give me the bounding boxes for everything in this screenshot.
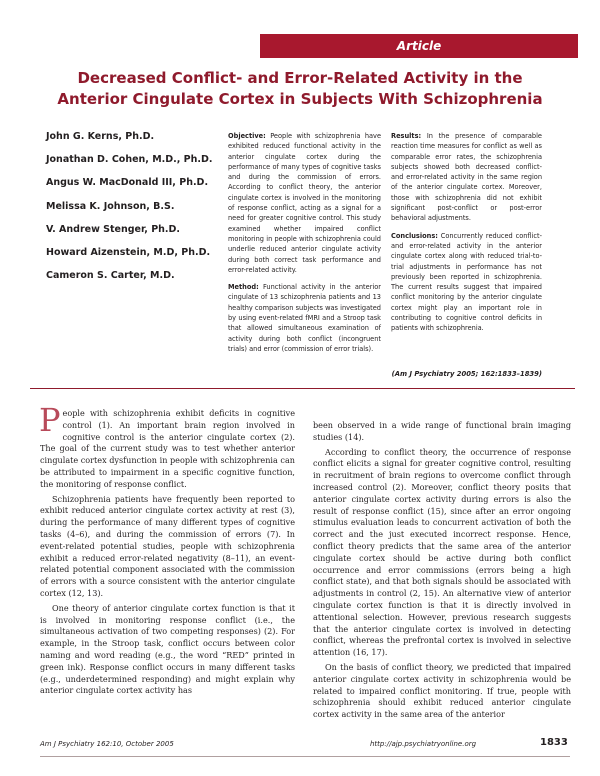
author: John G. Kerns, Ph.D. (46, 131, 155, 142)
abstract-column-1 (228, 131, 381, 361)
objective-label: Objective: (228, 132, 266, 140)
title-line-2: Anterior Cingulate Cortex in Subjects With Schizophrenia (57, 90, 543, 108)
body-paragraph: One theory of anterior cingulate cortex function is that it is involved in monitoring response conflict (i.e., the simultaneous activation of two competing responses) (2). For example, in the Stroop task, conflict occurs between color naming and word reading (e.g., the word “RED” printed in green ink). Response conflict occurs in many different tasks (e.g., underdetermined responding) and might explain why anterior cingulate cortex activity has (40, 602, 295, 696)
journal-reference: Am J Psychiatry 162:10, October 2005 (40, 740, 174, 748)
title-line-1: Decreased Conflict- and Error-Related Activity in the (77, 69, 523, 87)
section-banner: Article (260, 34, 578, 58)
body-column-2 (313, 420, 571, 724)
footer-rule (40, 756, 570, 757)
drop-cap: P (39, 401, 61, 439)
body-paragraph: According to conflict theory, the occurrence of response conflict elicits a signal for greater cognitive control, resulting in recruitment of brain regions to overcome conflict through increased control (2). Moreover, conflict theory posits that anterior cingulate cortex activity during errors is also the result of response conflict (15), since after an error ongoing stimulus evaluation leads to concurrent activation of both the correct and the just executed incorrect response. Hence, conflict theory predicts that the same area of the anterior cingulate cortex should be active during both conflict occurrence and error commissions (errors being a high conflict state), and that both signals should be associated with adjustments in control (2, 15). An alternative view of anterior cingulate cortex function is that it is directly involved in attentional selection. However, previous research suggests that the anterior cingulate cortex is involved in detecting conflict, whereas the prefrontal cortex is involved in selective attention (16, 17). (313, 446, 571, 658)
objective-text: People with schizophrenia have exhibited reduced functional activity in the anterior cingulate cortex during the performance of many types of cognitive tasks and during the commission of errors. According to conflict theory, the anterior cingulate cortex is involved in the monitoring of response conflict, acting as a signal for a need for greater cognitive control. This study examined whether impaired conflict monitoring in people with schizophrenia could underlie reduced anterior cingulate activity during both correct task performance and error-related activity. (228, 132, 381, 274)
author-list (46, 130, 236, 292)
author: Angus W. MacDonald III, Ph.D. (46, 177, 209, 189)
article-title (40, 68, 560, 110)
body-column-1 (39, 401, 295, 700)
method-label: Method: (228, 283, 259, 292)
author: V. Andrew Stenger, Ph.D. (46, 223, 181, 235)
journal-url[interactable]: http://ajp.psychiatryonline.org (370, 740, 477, 748)
results-text: In the presence of comparable reaction time measures for conflict as well as comparable error rates, the schizophrenia subjects showed both decreased conflict- and error-related activity in the same region of the anterior cingulate cortex. Moreover, those with schizophrenia did not exhibit significant post-conflict or post-error behavioral adjustments. (391, 132, 542, 223)
method-text: Functional activity in the anterior cingulate of 13 schizophrenia patients and 13 healthy comparison subjects was investigated by using event-related fMRI and a Stroop task that allowed simultaneous examination of activity during both conflict (incongruent trials) and error (commission of error trials). (228, 283, 381, 353)
results-label: Results: (391, 132, 422, 140)
body-paragraph: been observed in a wide range of functional brain imaging studies (14). (313, 420, 571, 442)
abstract-method (228, 282, 381, 354)
abstract-column-2 (391, 131, 542, 341)
body-paragraph (39, 401, 295, 491)
abstract-conclusions (391, 231, 542, 334)
page-number: 1833 (540, 737, 568, 748)
conclusions-text: Concurrently reduced conflict- and error-related activity in the anterior cingulate cortex along with reduced trial-to-trial adjustments in performance has not previously been reported in schizophrenia. The current results suggest that impaired conflict monitoring by the anterior cingulate cortex might play an important role in contributing to cognitive control deficits in patients with schizophrenia. (391, 231, 542, 333)
body-paragraph: On the basis of conflict theory, we predicted that impaired anterior cingulate cortex activity in schizophrenia would be related to impaired conflict monitoring. If true, people with schizophrenia should exhibit reduced anterior cingulate cortex activity in the same area of the anterior (313, 661, 571, 720)
abstract-objective (228, 131, 381, 275)
abstract-results (391, 131, 542, 224)
body-paragraph: Schizophrenia patients have frequently been reported to exhibit reduced anterior cingulate cortex activity at rest (3), during the performance of many different types of cognitive tasks (4–6), and during the commission of errors (7). In event-related potential studies, people with schizophrenia exhibit a reduced error-related negativity (8–11), an event-related potential component associated with the commission of errors with a source consistent with the anterior cingulate cortex (12, 13). (40, 493, 295, 598)
author: Howard Aizenstein, M.D, Ph.D. (46, 246, 211, 258)
abstract-citation: (Am J Psychiatry 2005; 162:1833–1839) (391, 370, 542, 378)
conclusions-label: Conclusions: (391, 231, 438, 240)
paragraph-text: eople with schizophrenia exhibit deficits in cognitive control (1). An important brain region involved in cognitive control is the anterior cingulate cortex (2). The goal of the current study was to test whether anterior cingulate cortex dysfunction in people with schizophrenia can be attributed to impairment in a specific cognitive function, the monitoring of response conflict. (40, 408, 295, 489)
author: Jonathan D. Cohen, M.D., Ph.D. (46, 154, 213, 166)
section-divider (30, 388, 575, 389)
author: Cameron S. Carter, M.D. (46, 270, 175, 282)
author: Melissa K. Johnson, B.S. (46, 200, 175, 212)
